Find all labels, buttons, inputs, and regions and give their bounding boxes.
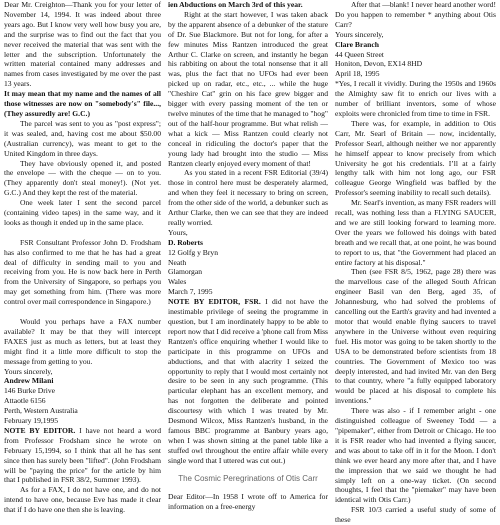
editor-reply-paragraph: FSR 10/3 carried a useful study of some of these — [335, 505, 496, 525]
editor-note-label: NOTE BY EDITOR, FSR. — [168, 297, 261, 307]
signature-address: 12 Golfg y Bryn — [168, 247, 218, 257]
editor-note-text: I did not have the inestimable privilege of seeing the programme in question, but I am inordinately happy to be able to report now that I did receive a 'phone call from Miss Rantzen's office enquiring whether I would like to participate in this programme on UFOs and abductions, and that with alacrity I seized the opportunity to reply that I would most certainly not desire to be seen in any such programme. (This particular elephant has an excellent memory, and has not forgotten the deliberate and pointed discourtesy with which I was treated by Mr. Desmond Wilcox, Miss Rantzen's husband, in the famous BBC programme at Banbury years ago, when I was shown sitting at the panel table like a stuffed owl throughout the entire affair while every single word that I uttered was cut out.) — [168, 297, 328, 465]
signature-name: Clare Branch — [335, 39, 379, 49]
signature-block — [335, 30, 496, 80]
editor-reply-paragraph: *Yes, I recall it vividly. During the 1950s and 1960s the Almighty saw fit to enrich our lives with a number of brilliant inventors, some of whose exploits were chronicled from time to time in FSR. — [335, 79, 496, 118]
letter-milani-paragraph: It may mean that my name and the names of all those witnesses are now on "somebody's" file..., (They assuredly are! G.C.) — [4, 89, 161, 118]
editor-reply-paragraph: Mr. Searl's invention, as many FSR readers will recall, was nothing less than a FLYING SAUCER, and we are still looking forward to learning more. Over the years we followed his doings with bated breath and we recall that, at one point, he was bound to report to us, that "the Government had placed an entire factory at his disposal." — [335, 198, 497, 267]
signature-address: Honiton, Devon, EX14 8HD — [335, 59, 423, 69]
signature-date: April 18, 1995 — [335, 69, 380, 79]
editor-reply-paragraph: There was, for example, in addition to Otis Carr, Mr. Searl of Britain — now, incidentally, Professor Searl, although neither we nor apparently he himself appear to know precisely from which University he got his credentials. I’ll at a fairly lengthy talk with him not long ago, our FSR colleague George Wingfield was baffled by the Professor's seeming inability to recall such details). — [335, 118, 496, 198]
signature-block — [168, 228, 328, 297]
editor-note-paragraph: As for a FAX, I do not have one, and do not intend to have one, because Eve has made it clear that if I do have one then she is leaving. — [4, 485, 161, 515]
signature-date: February 19,1995 — [4, 416, 58, 426]
letter-milani-paragraph: The parcel was sent to you as "post express"; it was sealed, and, having cost me about $50.00 (Australian currency), was meant to get to the United Kingdom in three days. — [4, 118, 161, 158]
editor-note-label: NOTE BY EDITOR. — [4, 425, 76, 435]
section-heading: The Cosmic Peregrinations of Otis Carr — [178, 473, 318, 483]
editor-note-text: I have not heard a word from Professor Frodsham since he wrote on February 15,1994, so I think that all he has sent since then has surely been "lifted". (John Frodsham will be "paying the price" for the article by him that I published in FSR 38/2, Summer 1993). — [4, 425, 161, 485]
letter-branch-paragraph: After that —blank! I never heard another word! Do you happen to remember * anything about Otis Carr? — [335, 0, 496, 29]
editor-note — [4, 426, 161, 485]
signature-address: Neath — [168, 257, 187, 267]
column-1 — [4, 0, 161, 515]
letter-milani-paragraph: One week later I sent the second parcel (containing video tapes) in the same way, and it looks as though it ended up in the same place. — [4, 198, 161, 227]
signature-name: Andrew Milani — [4, 376, 54, 386]
signature-address: Perth, Western Australia — [4, 406, 78, 416]
signature-address: Glamorgan — [168, 267, 203, 277]
editor-reply-paragraph: Then (see FSR 8/5, 1962, page 28) there was the marvellous case of the alleged South African engineer Basil van den Berg, aged 35, of Johannesburg, who had solved the problems of cancelling out the Earth's gravity and had invented a motor that would enable flying saucers to travel anywhere in the Universe without even requiring fuel. His motor was going to be taken shortly to the USA to be demonstrated before scientists from 18 countries. The Government of Mexico too was deeply interested, and had invited Mr. van den Berg to that country, where "a fully equipped laboratory would be placed at his disposal to complete his inventions." — [335, 267, 496, 406]
column-3 — [335, 0, 497, 525]
letter-milani-paragraph: They have obviously opened it, and posted the envelope — with the cheque — on to you. (They apparently don't steal money!). (Not yet. G.C.) And they kept the rest of the material. — [4, 158, 161, 198]
letter-roberts-paragraph: ien Abductions on March 3rd of this year. — [168, 0, 303, 9]
letter-roberts-paragraph: Right at the start however, I was taken aback by the apparent absence of a debunker of the stature of Dr. Sue Blackmore. But not for long, for after a few minutes Miss Rantzen introduced the great Arthur C. Clarke on screen, and instantly he began his rabbiting on about the total nonsense that it all was, plus the fact that no UFOs had ever been picked up on radar, etc., etc., ... while the huge "Cheshire Cat" grin on his face grew bigger and bigger with every passing moment of the ten or twelve minutes of the time that he managed to "hog" out of the half-hour programme. But what relish — what a kick — Miss Rantzen could clearly not conceal in ridiculing the doctor's paper that the young lady had brought into the studio — Miss Rantzen clearly enjoyed every moment of that! — [168, 9, 328, 168]
signature-address: Attaotle 6156 — [4, 396, 46, 406]
letter-milani-paragraph: Dear Mr. Creighton—Thank you for your letter of November 14, 1994. It was indeed about three years ago. But I know very well how busy you are, and the surprise was to find out the fact that you never received the material that was sent with the letter and the subscription. Unfortunately the written material contained many addresses and names from cases investigated by me over the past 13 years. — [4, 0, 161, 89]
letter-milani-paragraph: Would you perhaps have a FAX number available? It may be that they will intercept FAXES just as much as letters, but at least they might find it a little more difficult to stop the message from getting to you. — [4, 316, 161, 366]
sign-off: Yours sincerely, — [4, 366, 53, 376]
column-2 — [168, 0, 328, 511]
sign-off: Yours, — [168, 227, 188, 237]
sign-off: Yours sincerely, — [335, 29, 384, 39]
letter-branch-paragraph: Dear Editor—In 1958 I wrote off to America for information on a free-energy — [168, 491, 328, 511]
signature-date: March 7, 1995 — [168, 287, 213, 297]
signature-block — [4, 367, 161, 426]
letter-roberts-paragraph: As you stated in a recent FSR Editorial (39/4) those in control here must be desperately alarmed, and when they feel it necessary to bring on screen, from the other side of the world, a debunker such as Arthur Clarke, then we can see that they are indeed really worried. — [168, 168, 328, 227]
editor-note — [168, 297, 328, 465]
signature-address: 44 Queen Street — [335, 49, 384, 59]
signature-address: 146 Burke Drive — [4, 386, 56, 396]
letter-milani-paragraph: FSR Consultant Professor John D. Frodsham has also confirmed to me that he has had a great deal of difficulty in sending mail to you and receiving from you. He is now back here in Perth from the University of Singapore, so perhaps you may get something from him. (There was more control over mail correspondence in Singapore.) — [4, 237, 161, 307]
signature-address: Wales — [168, 277, 187, 287]
signature-name: D. Roberts — [168, 237, 204, 247]
editor-reply-paragraph: There was also - if I remember aright - one distinguished colleague of Sweeney Todd — a "pipemaker", either from Detroit or Chicago. He too it is FSR reader who had invented a flying saucer, and was about to take off in it for the Moon. I don't think we ever heard any more after that, and I have the impression that we said we thought he had simply left on a one-way ticket. (On second thoughts, I feel that the "piemaker" may have been identical with Otis Carr.) — [335, 406, 496, 505]
